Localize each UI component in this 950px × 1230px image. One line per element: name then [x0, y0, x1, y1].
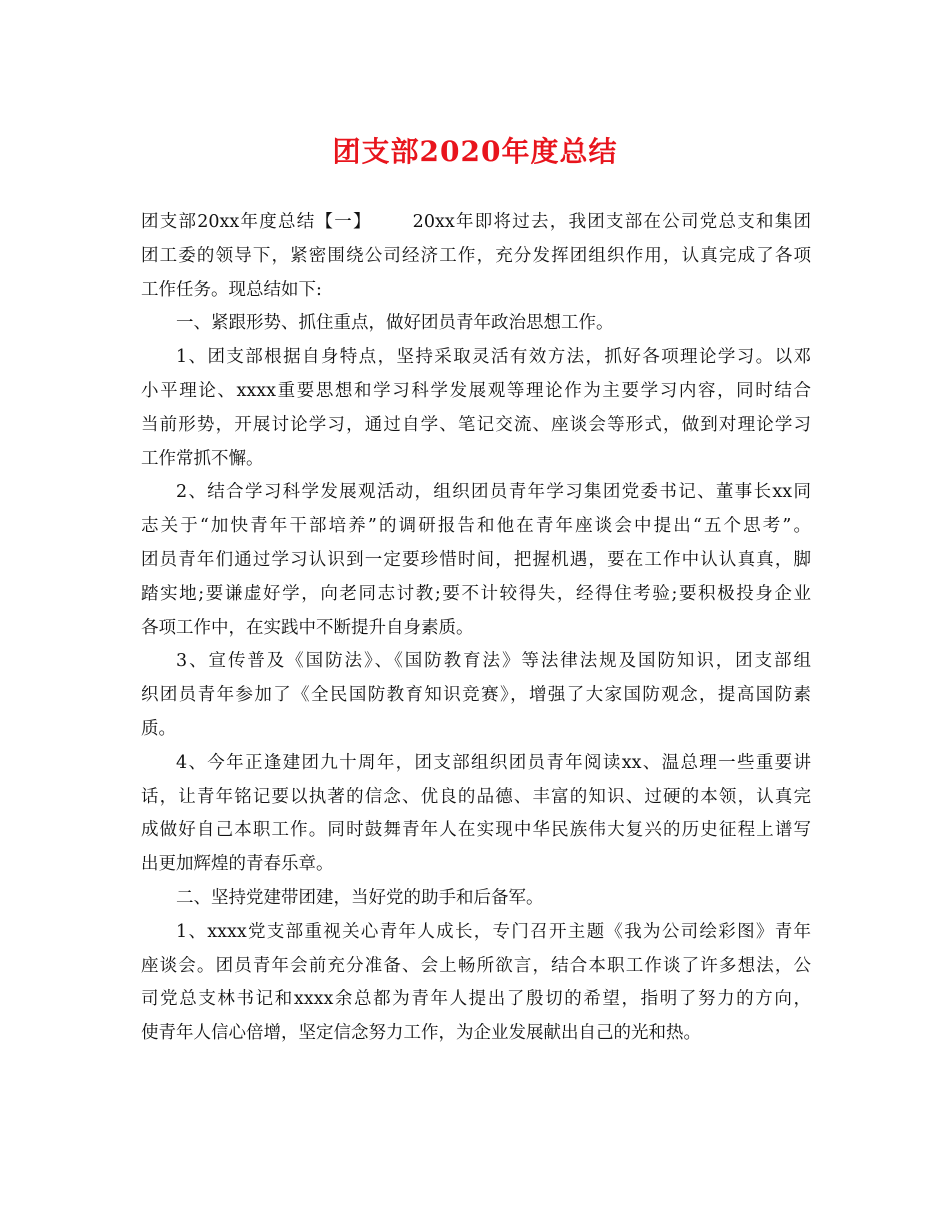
body-line: 工作任务。现总结如下: — [141, 279, 322, 300]
body-line: 工作常抓不懈。 — [141, 448, 264, 469]
body-line: 织团员青年参加了《全民国防教育知识竞赛》，增强了大家国防观念，提高国防素 — [141, 685, 811, 706]
body-line: 团工委的领导下，紧密围绕公司经济工作，充分发挥团组织作用，认真完成了各项 — [141, 245, 811, 266]
body-line: 二、坚持党建带团建，当好党的助手和后备军。 — [176, 887, 544, 908]
body-line: 团支部20xx年度总结【一】 20xx年即将过去，我团支部在公司党总支和集团 — [141, 212, 811, 232]
body-line: 质。 — [141, 718, 176, 739]
body-line: 团员青年们通过学习认识到一定要珍惜时间，把握机遇，要在工作中认认真真，脚 — [141, 549, 811, 570]
body-line: 3、宣传普及《国防法》、《国防教育法》等法律法规及国防知识，团支部组 — [176, 651, 811, 672]
body-line: 4、今年正逢建团九十周年，团支部组织团员青年阅读xx、温总理一些重要讲 — [176, 752, 811, 773]
body-line: 1、团支部根据自身特点，坚持采取灵活有效方法，抓好各项理论学习。以邓 — [176, 347, 811, 368]
body-line: 司党总支林书记和xxxx余总都为青年人提出了殷切的希望，指明了努力的方向， — [141, 989, 811, 1010]
document-body — [141, 206, 811, 1051]
body-line: 小平理论、xxxx重要思想和学习科学发展观等理论作为主要学习内容，同时结合 — [141, 380, 811, 401]
body-line: 志关于“加快青年干部培养”的调研报告和他在青年座谈会中提出“五个思考”。 — [141, 516, 811, 537]
body-line: 2、结合学习科学发展观活动，组织团员青年学习集团党委书记、董事长xx同 — [176, 482, 811, 503]
body-line: 话，让青年铭记要以执著的信念、优良的品德、丰富的知识、过硬的本领，认真完 — [141, 786, 811, 807]
body-line: 一、紧跟形势、抓住重点，做好团员青年政治思想工作。 — [176, 313, 614, 334]
document-title: 团支部2020年度总结 — [332, 135, 618, 168]
body-line: 使青年人信心倍增，坚定信念努力工作，为企业发展献出自己的光和热。 — [141, 1023, 701, 1044]
body-line: 当前形势，开展讨论学习，通过自学、笔记交流、座谈会等形式，做到对理论学习 — [141, 414, 811, 435]
body-line: 出更加辉煌的青春乐章。 — [141, 854, 334, 875]
body-line: 成做好自己本职工作。同时鼓舞青年人在实现中华民族伟大复兴的历史征程上谱写 — [141, 820, 811, 841]
body-line: 座谈会。团员青年会前充分准备、会上畅所欲言，结合本职工作谈了许多想法，公 — [141, 955, 811, 976]
body-line: 踏实地;要谦虚好学，向老同志讨教;要不计较得失，经得住考验;要积极投身企业 — [141, 583, 811, 604]
body-line: 各项工作中，在实践中不断提升自身素质。 — [141, 617, 474, 638]
body-line: 1、xxxx党支部重视关心青年人成长，专门召开主题《我为公司绘彩图》青年 — [176, 921, 811, 942]
